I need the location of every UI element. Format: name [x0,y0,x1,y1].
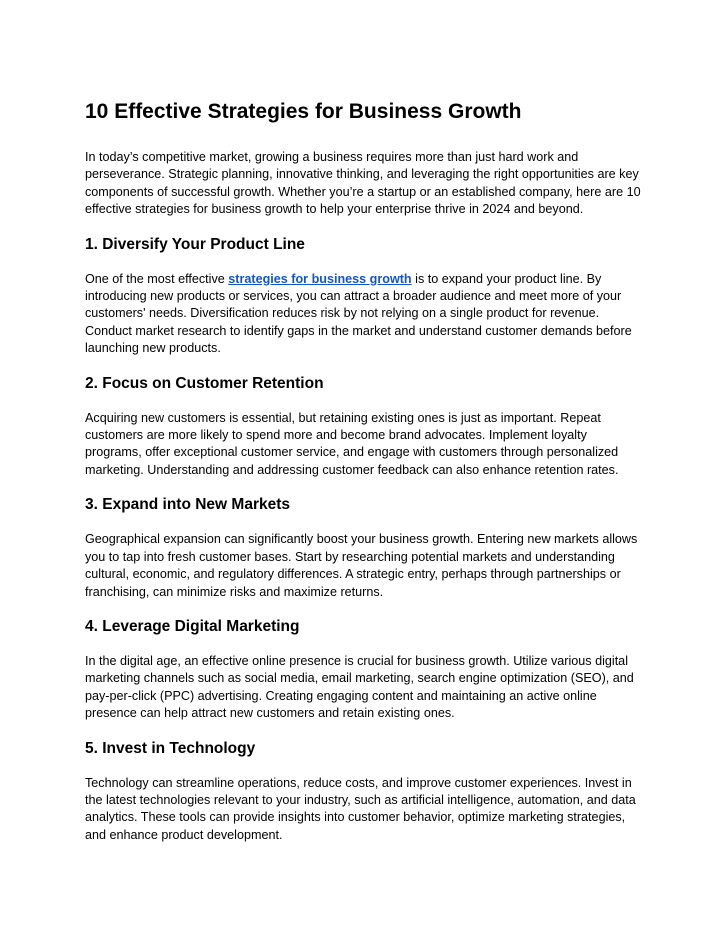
section-body-technology: Technology can streamline operations, reduce costs, and improve customer experiences. Invest in the latest technologies relevant to your industry, such as artificial intelligence, automation, and data analytics. These tools can provide insights into customer behavior, optimize marketing strategies, and enhance product development. [85,775,636,842]
section-heading-diversify: 1. Diversify Your Product Line [85,235,305,253]
strategies-link[interactable]: strategies for business growth [228,271,412,286]
section-body-new-markets: Geographical expansion can significantly boost your business growth. Entering new markets allows you to tap into fresh customer bases. Start by researching potential markets and understanding cultural, economic, and regulatory differences. A strategic entry, perhaps through partnerships or franchising, can minimize risks and maximize returns. [85,532,638,599]
section-text-after-link: is to expand your product line. By introducing new products or services, you can attract a broader audience and meet more of your customers' needs. Diversification reduces risk by not relying on a single product for revenue. Conduct market research to identify gaps in the market and understand customer demands before launching new products. [85,271,632,356]
document-page [85,97,645,860]
section-heading-customer-retention: 2. Focus on Customer Retention [85,374,324,392]
intro-paragraph: In today’s competitive market, growing a business requires more than just hard work and perseverance. Strategic planning, innovative thinking, and leveraging the right opportunities are key components of successful growth. Whether you’re a startup or an established company, here are 10 effective strategies for business growth to help your enterprise thrive in 2024 and beyond. [85,150,641,217]
section-heading-digital-marketing: 4. Leverage Digital Marketing [85,617,300,635]
section-body-diversify [85,271,645,358]
section-body-digital-marketing: In the digital age, an effective online presence is crucial for business growth. Utilize various digital marketing channels such as social media, email marketing, search engine optimization (SEO), and pay-per-click (PPC) advertising. Creating engaging content and maintaining an active online presence can help attract new customers and retain existing ones. [85,653,634,721]
section-text-before-link: One of the most effective [85,271,229,286]
section-body-customer-retention: Acquiring new customers is essential, but retaining existing ones is just as important. Repeat customers are more likely to spend more and become brand advocates. Implement loyalty programs, offer exceptional customer service, and engage with customers through personalized marketing. Understanding and addressing customer feedback can also enhance retention rates. [85,410,619,477]
document-title: 10 Effective Strategies for Business Growth [85,100,522,123]
section-heading-new-markets: 3. Expand into New Markets [85,496,290,514]
section-heading-technology: 5. Invest in Technology [85,739,256,757]
